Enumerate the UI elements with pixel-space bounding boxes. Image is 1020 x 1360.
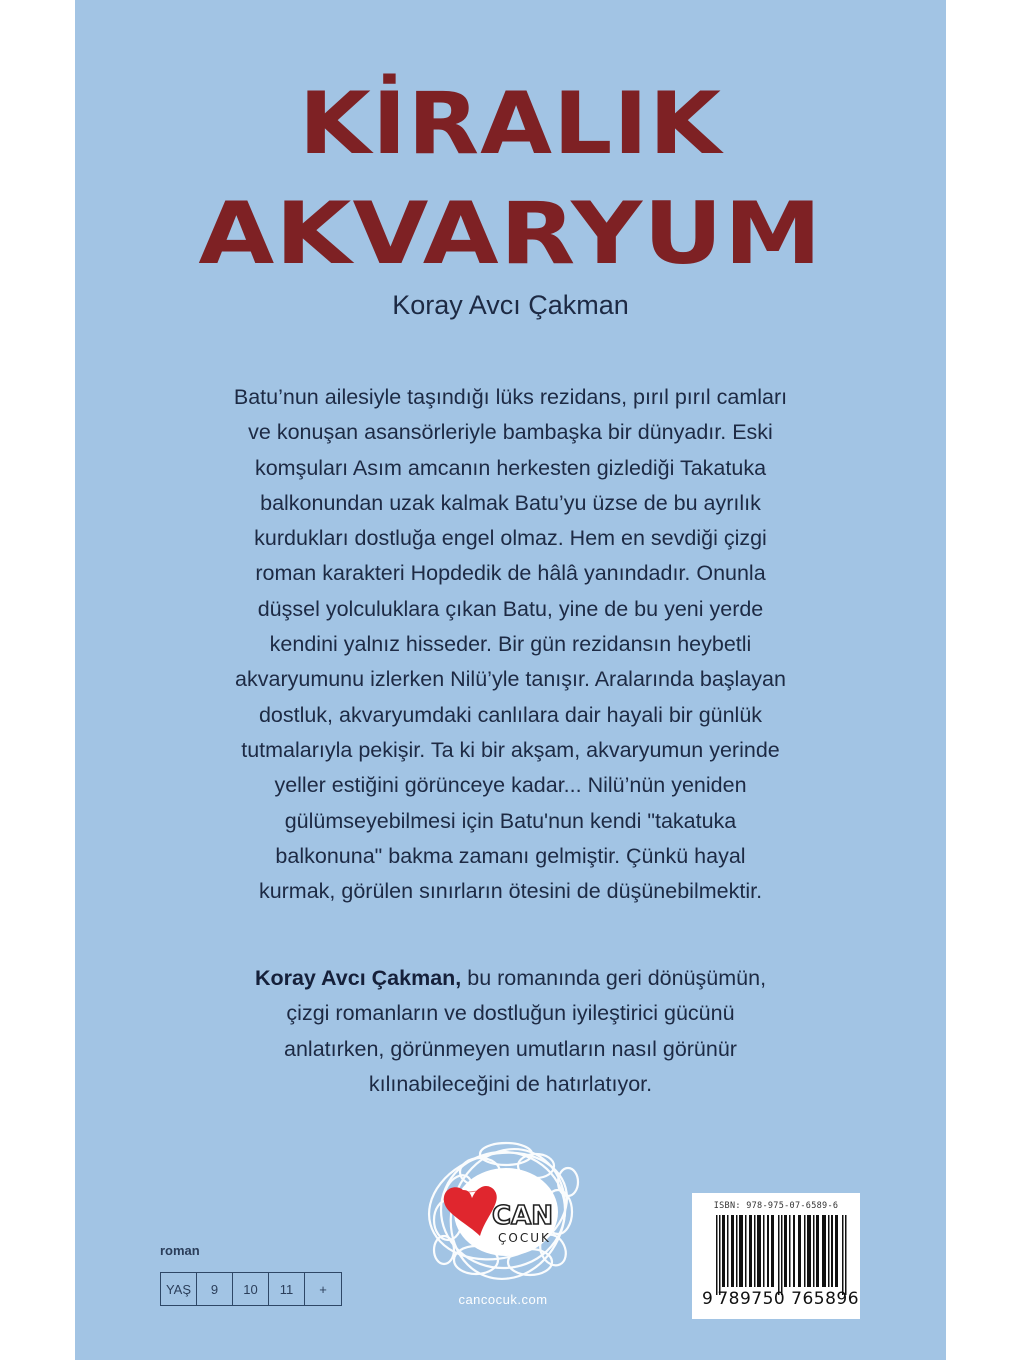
barcode-group-1: 789750 xyxy=(717,1289,786,1309)
blurb-line: düşsel yolculuklara çıkan Batu, yine de bu yeni yerde xyxy=(257,596,764,621)
svg-text:CAN: CAN xyxy=(492,1201,553,1231)
bio-line: anlatırken, görünmeyen umutların nasıl görünür xyxy=(284,1036,737,1061)
blurb-line: ve konuşan asansörleriyle bambaşka bir dünyadır. Eski xyxy=(248,420,773,445)
barcode-digits xyxy=(702,1289,860,1309)
blurb-line: komşuları Asım amcanın herkesten gizlediği Takatuka xyxy=(254,455,767,480)
blurb-line: roman karakteri Hopdedik de hâlâ yanındadır. Onunla xyxy=(255,561,766,586)
blurb-line: balkonuna" bakma zamanı gelmiştir. Çünkü hayal xyxy=(275,843,746,868)
bio-line-rest: bu romanında geri dönüşümün, xyxy=(461,966,767,990)
isbn-label: ISBN: 978-975-07-6589-6 xyxy=(713,1201,839,1211)
bio-author-name: Koray Avcı Çakman, xyxy=(254,966,462,990)
book-title-line-1: KİRALIK xyxy=(298,74,723,174)
barcode-group-2: 765896 xyxy=(791,1289,860,1309)
blurb-line: yeller estiğini görünceye kadar... Nilü’nün yeniden xyxy=(274,773,747,798)
age-cell-label: YAŞ xyxy=(161,1273,197,1305)
blurb-line: kurdukları dostluğa engel olmaz. Hem en sevdiği çizgi xyxy=(254,526,767,551)
scribble-heart-logo-icon xyxy=(418,1132,588,1292)
genre-label: roman xyxy=(160,1243,200,1258)
age-cell: 11 xyxy=(269,1273,305,1305)
blurb-line: kurmak, görülen sınırların ötesini de düşünebilmektir. xyxy=(258,879,763,904)
barcode-bars-icon xyxy=(716,1215,848,1295)
book-title-line-2: AKVARYUM xyxy=(198,184,823,284)
bio-line: kılınabileceğini de hatırlatıyor. xyxy=(368,1071,653,1096)
bio-line: çizgi romanların ve dostluğun iyileştirici gücünü xyxy=(286,1001,735,1026)
blurb-line: dostluk, akvaryumdaki canlılara dair hayali bir günlük xyxy=(258,702,763,727)
publisher-url: cancocuk.com xyxy=(458,1292,548,1307)
barcode-lead-digit: 9 xyxy=(702,1289,714,1309)
age-cell: + xyxy=(319,1281,327,1297)
publisher-logo xyxy=(418,1132,588,1292)
blurb-paragraph xyxy=(162,380,859,909)
author-name: Koray Avcı Çakman xyxy=(392,290,629,320)
blurb-line: akvaryumunu izlerken Nilü’yle tanışır. Aralarında başlayan xyxy=(235,667,786,692)
blurb-line: Batu’nun ailesiyle taşındığı lüks rezidans, pırıl pırıl camları xyxy=(233,385,788,409)
blurb-line: tutmalarıyla pekişir. Ta ki bir akşam, akvaryumun yerinde xyxy=(241,737,780,762)
book-back-cover xyxy=(75,0,946,1360)
blurb-line: balkonundan uzak kalmak Batu’yu üzse de bu ayrılık xyxy=(260,490,761,515)
bio-line xyxy=(162,961,859,996)
svg-text:ÇOCUK: ÇOCUK xyxy=(498,1231,551,1245)
isbn-barcode xyxy=(692,1193,860,1319)
blurb-line: kendini yalnız hisseder. Bir gün rezidansın heybetli xyxy=(269,632,752,657)
age-range-table xyxy=(160,1272,342,1306)
age-cell: 10 xyxy=(233,1273,269,1305)
age-cell: 9 xyxy=(197,1273,233,1305)
author-bio-paragraph xyxy=(162,961,859,1102)
blurb-line: gülümseyebilmesi için Batu'nun kendi "takatuka xyxy=(284,808,737,833)
